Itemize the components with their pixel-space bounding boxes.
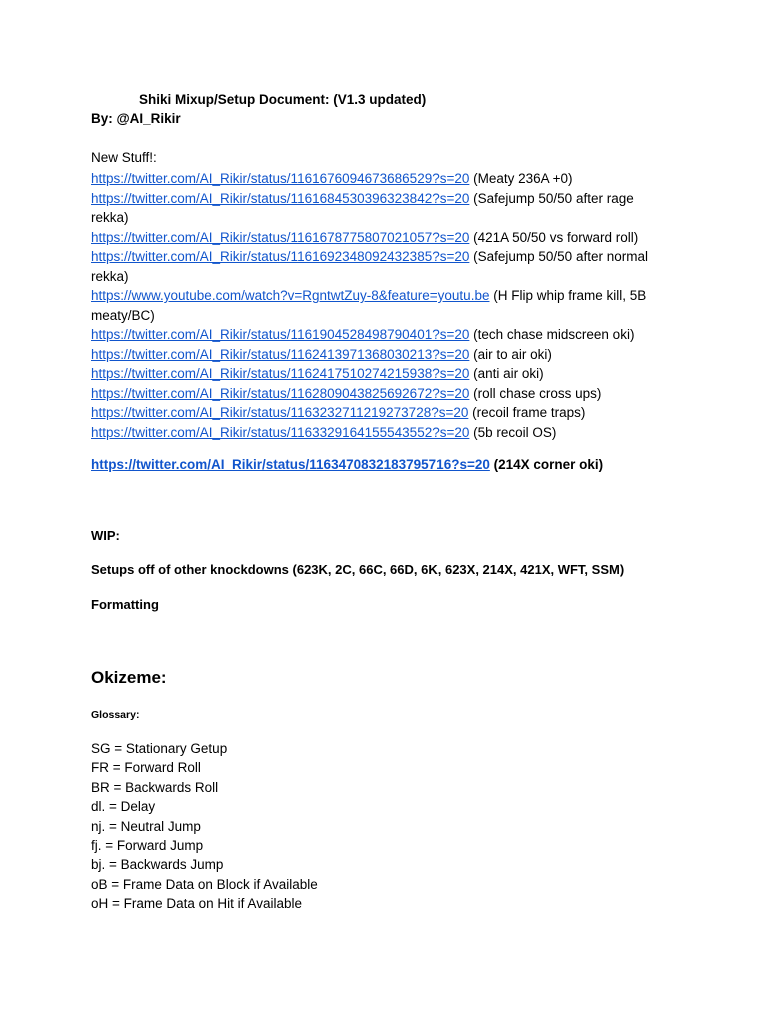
youtube-link[interactable]: https://www.youtube.com/watch?v=RgntwtZuy-8&feature=youtu.be [91,288,490,303]
link-note: (recoil frame traps) [468,405,586,420]
okizeme-heading: Okizeme: [91,668,167,687]
new-stuff-label: New Stuff!: [91,150,157,165]
twitter-link[interactable]: https://twitter.com/AI_Rikir/status/1161684530396323842?s=20 [91,190,470,206]
link-entry [91,169,671,189]
glossary-term: oH = Frame Data on Hit if Available [91,896,302,912]
featured-link-entry [91,457,603,472]
link-entry [91,364,671,384]
link-note: (anti air oki) [469,366,544,381]
link-entry [91,345,671,365]
link-entry [91,286,671,325]
wip-item: Setups off of other knockdowns (623K, 2C, 66C, 66D, 6K, 623X, 214X, 421X, WFT, SSM) [91,562,625,577]
link-note: (tech chase midscreen oki) [469,327,635,342]
link-note: (Safejump 50/50 after rage rekka) [91,190,634,225]
twitter-link[interactable]: https://twitter.com/AI_Rikir/status/1161904528498790401?s=20 [91,327,470,342]
twitter-link[interactable]: https://twitter.com/AI_Rikir/status/1161676094673686529?s=20 [91,171,470,186]
wip-heading: WIP: [91,528,120,543]
link-entry [91,423,671,443]
glossary-term: oB = Frame Data on Block if Available [91,876,318,892]
link-entry [91,384,671,404]
link-entry [91,189,671,228]
link-entry [91,403,671,423]
glossary-term: SG = Stationary Getup [91,741,228,756]
glossary-term: BR = Backwards Roll [91,779,219,795]
link-list [91,169,671,442]
link-note: (5b recoil OS) [469,424,557,440]
glossary-term: bj. = Backwards Jump [91,857,224,873]
link-note: (air to air oki) [469,346,552,362]
featured-link-note: (214X corner oki) [489,457,604,472]
glossary-term: nj. = Neutral Jump [91,818,201,834]
formatting-item: Formatting [91,597,159,612]
twitter-link[interactable]: https://twitter.com/AI_Rikir/status/1161692348092432385?s=20 [91,249,470,264]
twitter-link[interactable]: https://twitter.com/AI_Rikir/status/1161678775807021057?s=20 [91,229,470,245]
document-title: Shiki Mixup/Setup Document: (V1.3 updated) [139,92,427,107]
link-note: (421A 50/50 vs forward roll) [469,229,639,245]
featured-twitter-link[interactable]: https://twitter.com/AI_Rikir/status/1163470832183795716?s=20 [91,457,490,472]
twitter-link[interactable]: https://twitter.com/AI_Rikir/status/1162809043825692672?s=20 [91,385,470,401]
glossary-term: fj. = Forward Jump [91,838,204,854]
twitter-link[interactable]: https://twitter.com/AI_Rikir/status/1163232711219273728?s=20 [91,405,469,420]
glossary-term: dl. = Delay [91,799,156,815]
author-byline: By: @AI_Rikir [91,111,181,126]
glossary-label: Glossary: [91,709,140,721]
link-entry [91,247,671,286]
twitter-link[interactable]: https://twitter.com/AI_Rikir/status/1162417510274215938?s=20 [91,366,470,381]
twitter-link[interactable]: https://twitter.com/AI_Rikir/status/1163329164155543552?s=20 [91,424,470,440]
link-entry [91,228,671,248]
glossary-list [91,739,318,914]
link-note: (Meaty 236A +0) [469,171,573,186]
link-entry [91,325,671,345]
link-note: (Safejump 50/50 after normal rekka) [91,249,648,284]
twitter-link[interactable]: https://twitter.com/AI_Rikir/status/1162413971368030213?s=20 [91,346,470,362]
glossary-term: FR = Forward Roll [91,760,201,776]
link-note: (roll chase cross ups) [469,385,602,401]
link-note: (H Flip whip frame kill, 5B meaty/BC) [91,288,647,323]
